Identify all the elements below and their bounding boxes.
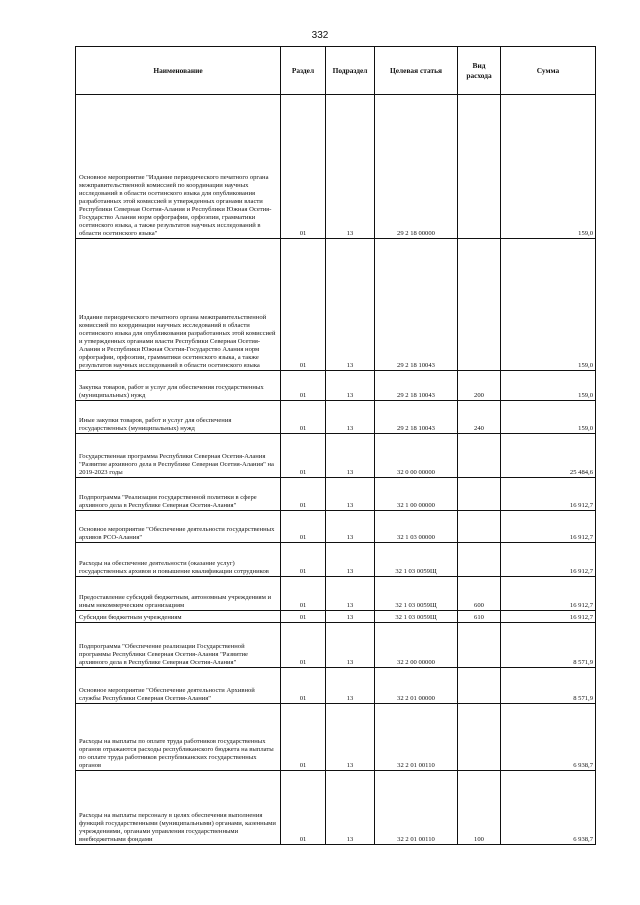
row-razdel: 01	[281, 623, 326, 668]
row-vid: 610	[458, 611, 501, 623]
row-name: Издание периодического печатного органа межправительственной комиссией по координации научных исследований в области осетинского языка для опубликования разработанных этой комиссией и утвержденных органами власти Республики Северная Осетия-Алания и Республики Южная Осетия-Государство Алания норм орфографии, орфоэпии, грамматики осетинского языка, а также результатов научных исследований в области осетинского языка	[76, 239, 281, 371]
row-vid	[458, 623, 501, 668]
row-razdel: 01	[281, 668, 326, 704]
row-sum: 16 912,7	[501, 543, 596, 577]
row-sum: 16 912,7	[501, 478, 596, 511]
row-sum: 159,0	[501, 401, 596, 434]
row-vid: 240	[458, 401, 501, 434]
row-name: Предоставление субсидий бюджетным, автономным учреждениям и иным некоммерческим организациям	[76, 577, 281, 611]
row-podrazdel: 13	[326, 478, 375, 511]
header-name: Наименование	[76, 47, 281, 95]
row-podrazdel: 13	[326, 434, 375, 478]
header-razdel: Раздел	[281, 47, 326, 95]
row-razdel: 01	[281, 401, 326, 434]
row-vid	[458, 511, 501, 543]
row-podrazdel: 13	[326, 371, 375, 401]
row-name: Основное мероприятие "Обеспечение деятельности государственных архивов РСО-Алания"	[76, 511, 281, 543]
row-sum: 16 912,7	[501, 511, 596, 543]
table-row	[76, 478, 596, 511]
row-sum: 6 938,7	[501, 704, 596, 771]
row-razdel: 01	[281, 577, 326, 611]
row-vid: 100	[458, 771, 501, 845]
table-row	[76, 771, 596, 845]
header-row	[76, 47, 596, 95]
row-name: Основное мероприятие "Обеспечение деятельности Архивной службы Республики Северная Осетия-Алания"	[76, 668, 281, 704]
row-podrazdel: 13	[326, 577, 375, 611]
row-sum: 8 571,9	[501, 623, 596, 668]
row-razdel: 01	[281, 239, 326, 371]
row-name: Подпрограмма "Реализация государственной политики в сфере архивного дела в Республике Северная Осетия-Алания"	[76, 478, 281, 511]
row-target: 29 2 18 10043	[375, 401, 458, 434]
row-vid: 200	[458, 371, 501, 401]
row-razdel: 01	[281, 611, 326, 623]
row-sum: 16 912,7	[501, 577, 596, 611]
row-target: 32 1 03 0059Щ	[375, 543, 458, 577]
row-podrazdel: 13	[326, 623, 375, 668]
row-sum: 159,0	[501, 371, 596, 401]
page-number: 332	[311, 30, 329, 41]
row-vid: 600	[458, 577, 501, 611]
row-podrazdel: 13	[326, 239, 375, 371]
table-row	[76, 577, 596, 611]
row-sum: 8 571,9	[501, 668, 596, 704]
row-target: 32 2 01 00110	[375, 704, 458, 771]
row-sum: 159,0	[501, 95, 596, 239]
header-podrazdel: Подраздел	[326, 47, 375, 95]
row-name: Государственная программа Республики Северная Осетия-Алания "Развитие архивного дела в Республике Северная Осетия-Алания" на 2019-2023 годы	[76, 434, 281, 478]
row-razdel: 01	[281, 434, 326, 478]
row-razdel: 01	[281, 543, 326, 577]
row-sum: 6 938,7	[501, 771, 596, 845]
row-podrazdel: 13	[326, 543, 375, 577]
row-target: 29 2 18 10043	[375, 371, 458, 401]
row-sum: 159,0	[501, 239, 596, 371]
row-vid	[458, 478, 501, 511]
row-razdel: 01	[281, 704, 326, 771]
row-vid	[458, 668, 501, 704]
row-target: 32 2 01 00110	[375, 771, 458, 845]
table-row	[76, 704, 596, 771]
row-vid	[458, 704, 501, 771]
row-target: 32 1 03 0059Щ	[375, 611, 458, 623]
row-name: Субсидии бюджетным учреждениям	[76, 611, 281, 623]
row-podrazdel: 13	[326, 611, 375, 623]
row-razdel: 01	[281, 771, 326, 845]
table-row	[76, 623, 596, 668]
row-podrazdel: 13	[326, 401, 375, 434]
row-razdel: 01	[281, 95, 326, 239]
row-razdel: 01	[281, 478, 326, 511]
row-name: Расходы на обеспечение деятельности (оказание услуг) государственных архивов и повышение квалификации сотрудников	[76, 543, 281, 577]
row-podrazdel: 13	[326, 511, 375, 543]
row-target: 29 2 18 00000	[375, 95, 458, 239]
row-vid	[458, 434, 501, 478]
row-name: Расходы на выплаты по оплате труда работников государственных органов отражаются расходы республиканского бюджета на выплаты по оплате труда работников республиканских государственных органов	[76, 704, 281, 771]
table-row	[76, 95, 596, 239]
row-target: 32 0 00 00000	[375, 434, 458, 478]
header-sum: Сумма	[501, 47, 596, 95]
row-sum: 16 912,7	[501, 611, 596, 623]
budget-table	[75, 46, 596, 845]
row-vid	[458, 543, 501, 577]
row-target: 32 1 00 00000	[375, 478, 458, 511]
table-row	[76, 239, 596, 371]
row-target: 32 1 03 0059Щ	[375, 577, 458, 611]
row-vid	[458, 95, 501, 239]
table-row	[76, 543, 596, 577]
row-name: Закупка товаров, работ и услуг для обеспечения государственных (муниципальных) нужд	[76, 371, 281, 401]
row-name: Подпрограмма "Обеспечение реализации Государственной программы Республики Северная Осетия-Алания "Развитие архивного дела в Республике Северная Осетия-Алания"	[76, 623, 281, 668]
row-podrazdel: 13	[326, 668, 375, 704]
row-name: Основное мероприятие "Издание периодического печатного органа межправительственной комиссией по координации научных исследований в области осетинского языка для опубликования разработанных этой комиссией и утвержденных органами власти Республики Северная Осетия-Алания и Республики Южная Осетия-Государство Алания норм орфографии, орфоэпии, грамматики осетинского языка, а также результатов научных исследований в области осетинского языка"	[76, 95, 281, 239]
table-row	[76, 401, 596, 434]
row-sum: 25 484,6	[501, 434, 596, 478]
row-name: Расходы на выплаты персоналу в целях обеспечения выполнения функций государственными (муниципальными) органами, казенными учреждениями, органами управления государственными внебюджетными фондами	[76, 771, 281, 845]
table-row	[76, 668, 596, 704]
row-podrazdel: 13	[326, 704, 375, 771]
row-razdel: 01	[281, 371, 326, 401]
row-target: 32 2 01 00000	[375, 668, 458, 704]
table-row	[76, 511, 596, 543]
header-target: Целевая статья	[375, 47, 458, 95]
row-razdel: 01	[281, 511, 326, 543]
table-row	[76, 434, 596, 478]
row-name: Иные закупки товаров, работ и услуг для обеспечения государственных (муниципальных) нужд	[76, 401, 281, 434]
row-target: 32 1 03 00000	[375, 511, 458, 543]
row-target: 29 2 18 10043	[375, 239, 458, 371]
row-vid	[458, 239, 501, 371]
row-podrazdel: 13	[326, 95, 375, 239]
table-row	[76, 371, 596, 401]
table-row	[76, 611, 596, 623]
header-vid: Вид расхода	[458, 47, 501, 95]
row-podrazdel: 13	[326, 771, 375, 845]
row-target: 32 2 00 00000	[375, 623, 458, 668]
